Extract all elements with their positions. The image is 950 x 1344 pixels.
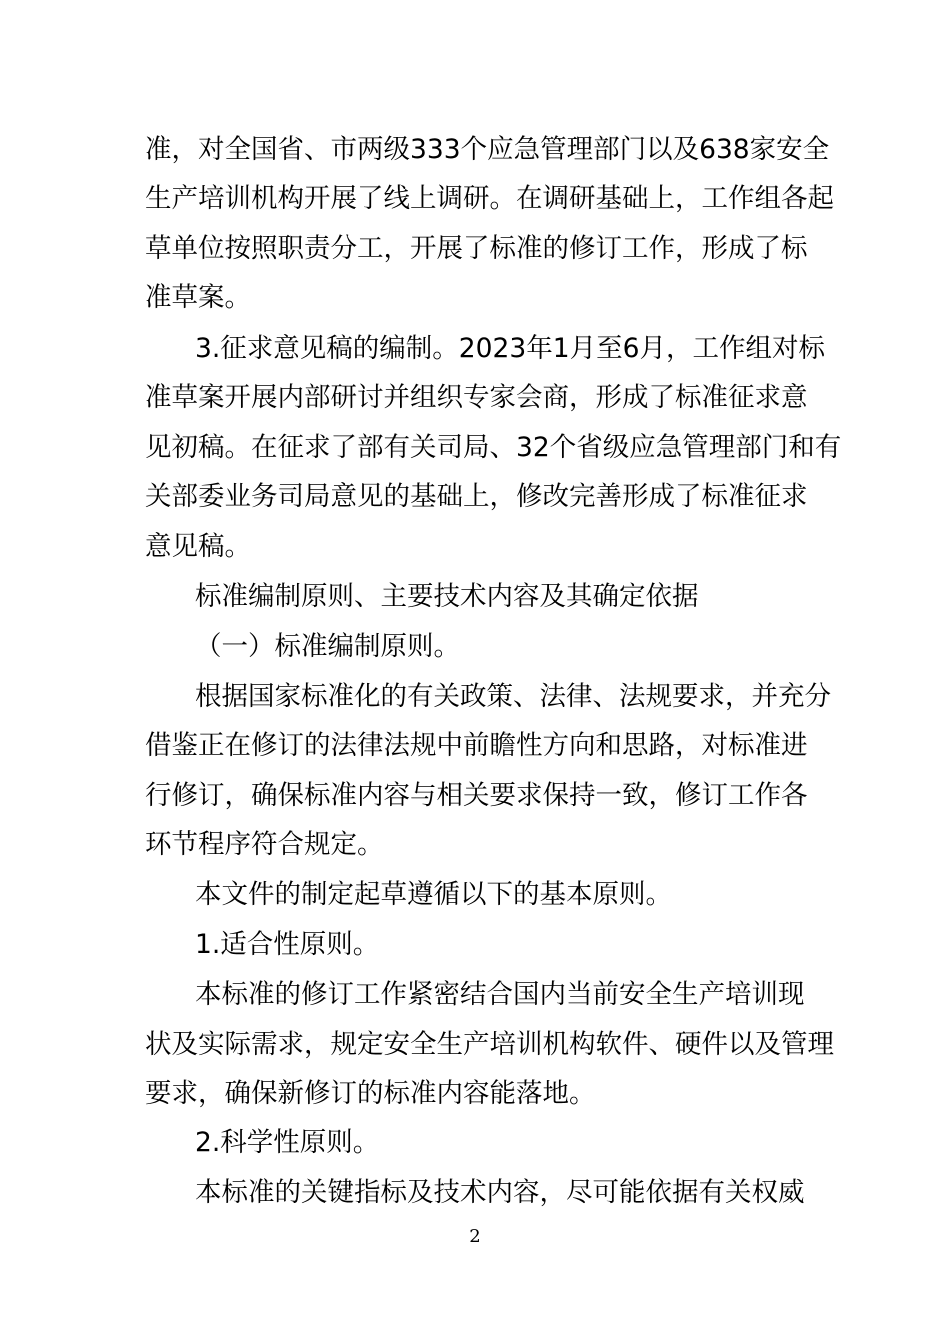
- page-number: 2: [469, 1226, 481, 1247]
- body-text-line: 行修订，确保标准内容与相关要求保持一致，修订工作各: [145, 780, 808, 811]
- section-item-heading: 3.征求意见稿的编制。2023年1月至6月，工作组对标: [195, 333, 825, 364]
- section-heading: 标准编制原则、主要技术内容及其确定依据: [195, 581, 699, 612]
- body-text-line: 生产培训机构开展了线上调研。在调研基础上，工作组各起: [145, 183, 834, 214]
- body-text-line: 准草案开展内部研讨并组织专家会商，形成了标准征求意: [145, 382, 808, 413]
- body-text-line: 环节程序符合规定。: [145, 829, 384, 860]
- body-text-line: 准，对全国省、市两级333个应急管理部门以及638家安全: [145, 134, 830, 165]
- body-text-line: 准草案。: [145, 282, 251, 313]
- body-text-line: 草单位按照职责分工，开展了标准的修订工作，形成了标: [145, 233, 808, 264]
- body-text-line: 状及实际需求，规定安全生产培训机构软件、硬件以及管理: [145, 1029, 834, 1060]
- body-text-line: 意见稿。: [145, 531, 251, 562]
- body-text-line: 关部委业务司局意见的基础上，修改完善形成了标准征求: [145, 481, 808, 512]
- principle-heading: 2.科学性原则。: [195, 1127, 380, 1158]
- principle-heading: 1.适合性原则。: [195, 929, 380, 960]
- paragraph-first-line: 根据国家标准化的有关政策、法律、法规要求，并充分: [195, 681, 831, 712]
- paragraph-first-line: 本标准的修订工作紧密结合国内当前安全生产培训现: [195, 979, 805, 1010]
- body-text-line: 见初稿。在征求了部有关司局、32个省级应急管理部门和有: [145, 432, 842, 463]
- body-text-line: 要求，确保新修订的标准内容能落地。: [145, 1078, 596, 1109]
- body-text-line: 借鉴正在修订的法律法规中前瞻性方向和思路，对标准进: [145, 730, 808, 761]
- paragraph-first-line: 本标准的关键指标及技术内容，尽可能依据有关权威: [195, 1177, 805, 1208]
- subsection-heading: （一）标准编制原则。: [195, 631, 460, 662]
- paragraph-first-line: 本文件的制定起草遵循以下的基本原则。: [195, 879, 672, 910]
